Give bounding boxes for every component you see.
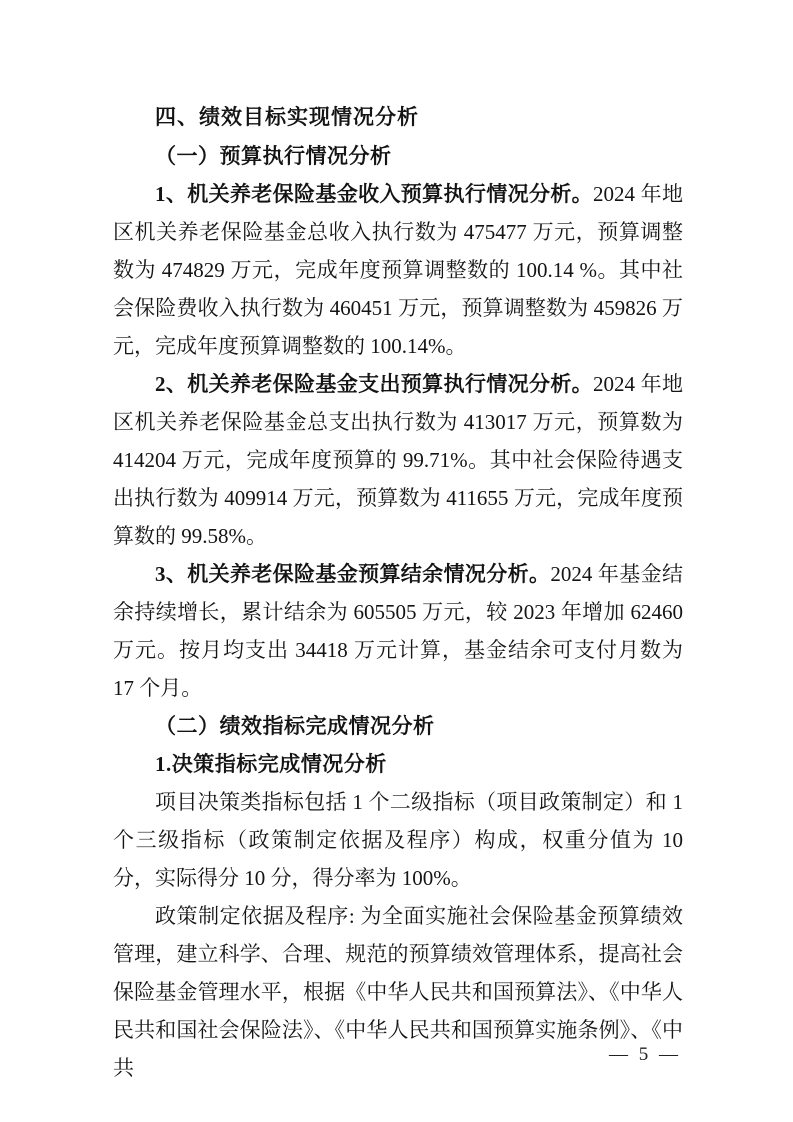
paragraph-income-budget-execution <box>113 175 683 365</box>
paragraph-decision-indicator-composition: 项目决策类指标包括 1 个二级指标（项目政策制定）和 1 个三级指标（政策制定依据及程序）构成，权重分值为 10 分，实际得分 10 分，得分率为 100%。 <box>113 790 683 890</box>
paragraph-text-expenditure-budget: 2024 年地区机关养老保险基金总支出执行数为 413017 万元，预算数为 414204 万元，完成年度预算的 99.71%。其中社会保险待遇支出执行数为 409914 万元，预算数为 411655 万元，完成年度预算数的 99.58%。 <box>113 372 683 548</box>
paragraph-expenditure-budget-execution <box>113 365 683 555</box>
section-heading-performance-target-analysis: 四、绩效目标实现情况分析 <box>155 106 419 129</box>
subsection-heading-decision-indicator-completion: 1.决策指标完成情况分析 <box>155 752 387 776</box>
paragraph-policy-basis-and-procedure: 政策制定依据及程序: 为全面实施社会保险基金预算绩效管理，建立科学、合理、规范的预算绩效管理体系，提高社会保险基金管理水平，根据《中华人民共和国预算法》、《中华人民共和国社会保险法》、《中华人民共和国预算实施条例》、《中共 <box>113 904 683 1080</box>
subsection-heading-performance-indicator-completion: （二）绩效指标完成情况分析 <box>155 714 435 738</box>
document-body <box>113 99 683 1087</box>
page-number: — 5 — <box>609 1044 681 1065</box>
paragraph-text-budget-surplus: 2024 年基金结余持续增长，累计结余为 605505 万元，较 2023 年增加 62460 万元。按月均支出 34418 万元计算，基金结余可支付月数为 17 个月。 <box>113 562 684 700</box>
paragraph-budget-surplus <box>113 555 683 707</box>
paragraph-lead-expenditure-budget: 2、机关养老保险基金支出预算执行情况分析。 <box>155 372 594 396</box>
paragraph-lead-income-budget: 1、机关养老保险基金收入预算执行情况分析。 <box>155 182 594 206</box>
subsection-heading-budget-execution-analysis: （一）预算执行情况分析 <box>155 144 392 168</box>
paragraph-text-income-budget: 2024 年地区机关养老保险基金总收入执行数为 475477 万元，预算调整数为 474829 万元，完成年度预算调整数的 100.14 %。其中社会保险费收入执行数为 460451 万元，预算调整数为 459826 万元，完成年度预算调整数的 100.14%。 <box>113 182 683 358</box>
paragraph-lead-budget-surplus: 3、机关养老保险基金预算结余情况分析。 <box>155 562 551 586</box>
